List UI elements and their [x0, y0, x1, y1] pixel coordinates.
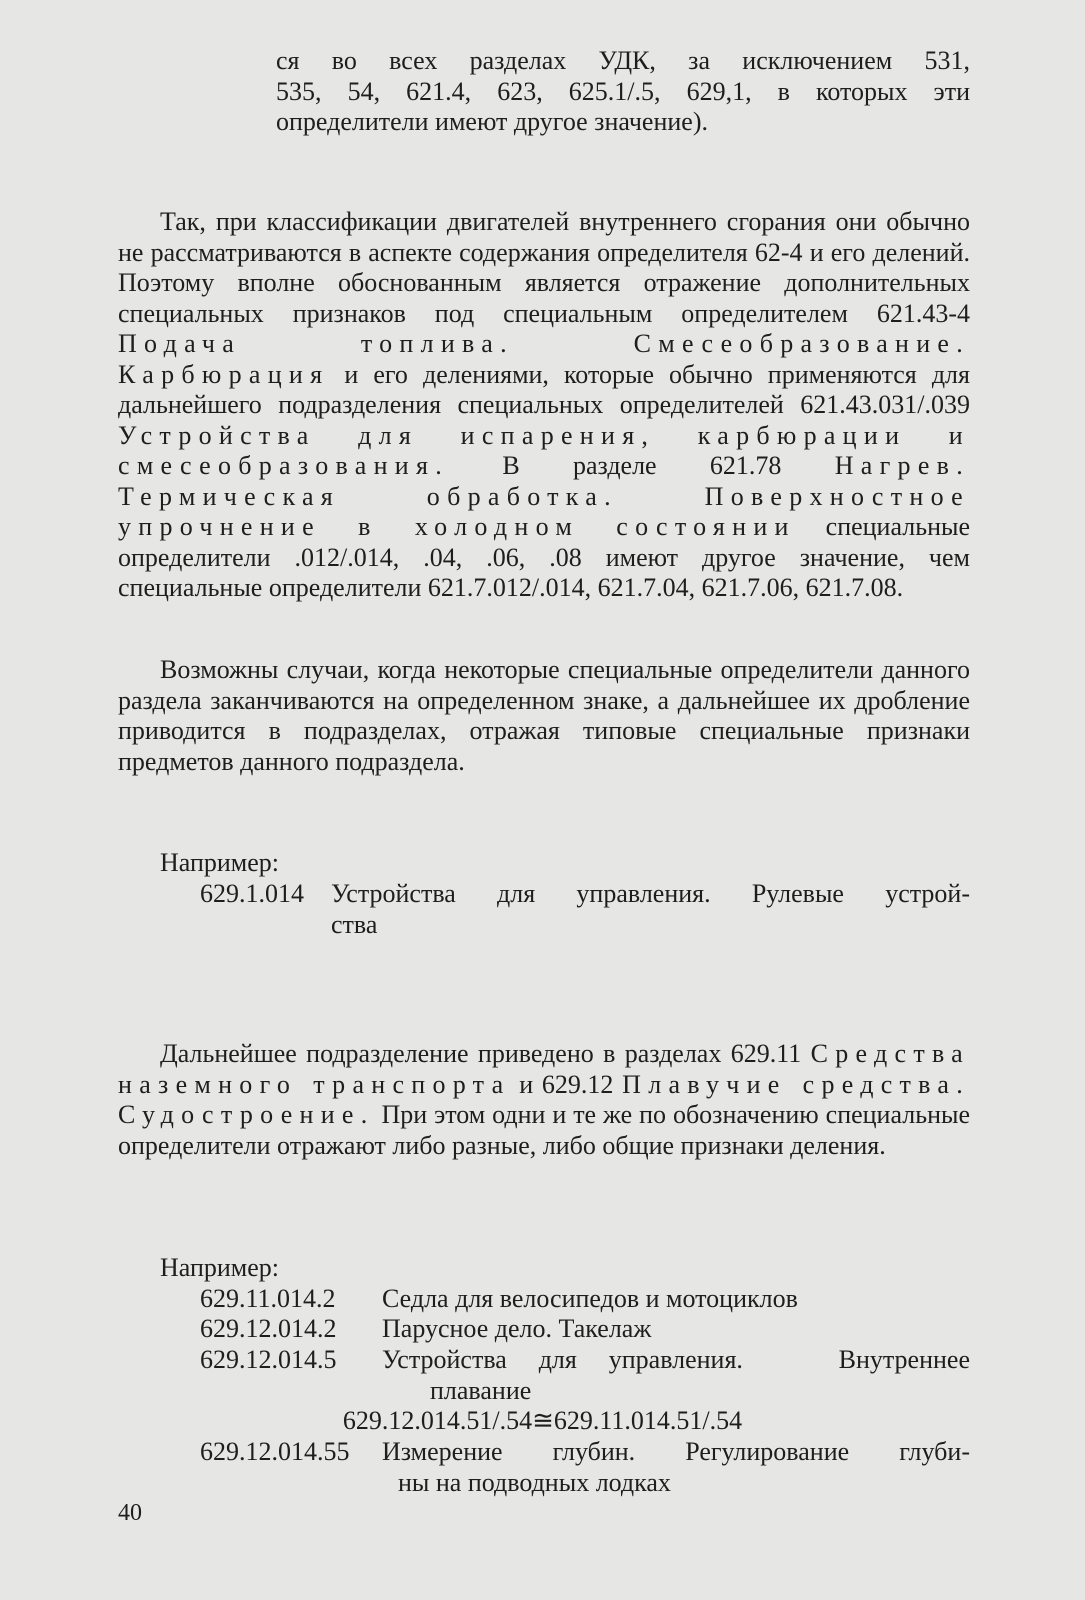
example-2-desc-1: Седла для велосипедов и мотоциклов: [382, 1284, 798, 1313]
example-2-code-2: 629.12.014.2: [200, 1314, 337, 1343]
para1-spaced-2: Устройства для испарения, карбюрации и смесеобразования.: [118, 420, 970, 480]
example-label-2: Например:: [160, 1253, 280, 1282]
continued-line-2: 535, 54, 621.4, 623, 625.1/.5, 629,1, в которых эти: [276, 76, 970, 106]
example-2-desc-4: Измерение глубин. Регулирование глуби-: [382, 1437, 970, 1466]
example-label-1: Например:: [160, 848, 280, 877]
para1-text-2: и его делениями, которые обычно применяются для дальнейшего подразделения специальных определителей 621.43.031/.039: [118, 359, 970, 419]
example-2-code-3: 629.12.014.5: [200, 1345, 337, 1374]
para1-text-3: В разделе 621.78: [449, 451, 835, 480]
example-2-desc-2: Парусное дело. Такелаж: [382, 1314, 652, 1343]
para3-text-3: При этом одни и те же по обозначению специальные определители отражают либо разные, либо общие признаки деления.: [118, 1100, 970, 1160]
page-number: 40: [118, 1500, 142, 1526]
example-1-desc-line-1: Устройства для управления. Рулевые устрой-: [331, 879, 970, 908]
paragraph-engines: [118, 207, 970, 604]
para3-text-1: Дальнейшее подразделение приведено в разделах 629.11: [160, 1039, 811, 1068]
example-2-desc-3: Устройства для управления. Внутреннее: [382, 1345, 970, 1374]
equivalence-line: 629.12.014.51/.54≅629.11.014.51/.54: [342, 1406, 743, 1435]
continued-line-3: определители имеют другое значение).: [276, 107, 708, 136]
para1-spaced-3: Нагрев. Термическая обработка. Поверхностное упрочнение в холодном состоянии: [118, 451, 970, 541]
example-2-desc-4-cont: ны на подводных лодках: [398, 1467, 671, 1497]
para3-spaced-2: Плавучие средства. Судостроение.: [118, 1069, 971, 1129]
example-1-code: 629.1.014: [200, 879, 304, 908]
paragraph-subdivision: [118, 1039, 970, 1161]
para1-spaced-1: Подача топлива. Смесеобразование. Карбюрация: [118, 329, 970, 389]
continued-paragraph: [276, 46, 970, 138]
para3-text-2: и 629.12: [510, 1069, 623, 1099]
paragraph-cases: Возможны случаи, когда некоторые специальные определители данного раздела заканчиваются на определенном знаке, а дальнейшее их дробление приводится в подразделах, отражая типовые специальные признаки предметов данного подраздела.: [118, 655, 970, 776]
example-1-desc-line-2: ства: [331, 909, 378, 939]
example-2-code-1: 629.11.014.2: [200, 1284, 336, 1313]
para3-spaced-1: Средства наземного транспорта: [118, 1039, 970, 1099]
example-2-desc-3-cont: плавание: [430, 1375, 532, 1405]
para1-text-1: Так, при классификации двигателей внутреннего сгорания они обычно не рассматриваются в аспекте содержания определителя 62-4 и его делений. Поэтому вполне обоснованным является отражение дополнительных специальных признаков под специальным определителем 621.43-4: [118, 207, 970, 328]
continued-line-1: ся во всех разделах УДК, за исключением 531,: [276, 46, 970, 75]
para1-text-4: специальные определители .012/.014, .04, .06, .08 имеют другое значение, чем специальные определители 621.7.012/.014, 621.7.04, 621.7.06, 621.7.08.: [118, 512, 970, 602]
example-2-code-4: 629.12.014.55: [200, 1437, 350, 1466]
